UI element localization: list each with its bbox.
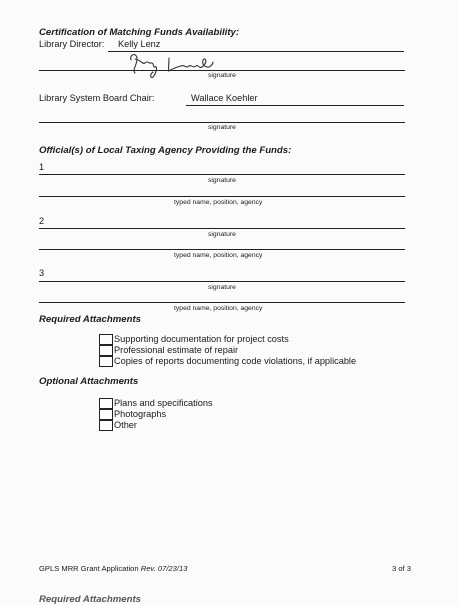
certification-heading: Certification of Matching Funds Availability:: [39, 27, 240, 38]
official-1-number: 1: [39, 162, 45, 172]
required-attachments-heading: Required Attachments: [39, 314, 141, 325]
official-3-typed-line: [39, 302, 405, 303]
required-item-3: Copies of reports documenting code violations, if applicable: [114, 356, 357, 366]
required-checkbox-1[interactable]: [99, 334, 113, 345]
optional-item-1: Plans and specifications: [114, 398, 213, 408]
required-checkbox-3[interactable]: [99, 356, 113, 367]
footer-form-title: GPLS MRR Grant Application: [39, 564, 141, 573]
footer-page-number: 3 of 3: [392, 564, 411, 573]
required-checkbox-2[interactable]: [99, 345, 113, 356]
bleed-through-heading: Required Attachments: [39, 594, 141, 605]
director-name: Kelly Lenz: [118, 39, 161, 49]
director-signature: [125, 50, 217, 80]
official-2-typed-label: typed name, position, agency: [174, 252, 263, 259]
official-2-typed-line: [39, 249, 405, 250]
official-3-signature-line: [39, 281, 405, 282]
board-chair-signature-label: signature: [208, 124, 236, 131]
optional-checkbox-1[interactable]: [99, 398, 113, 409]
required-item-1: Supporting documentation for project costs: [114, 334, 289, 344]
director-label: Library Director:: [39, 39, 105, 49]
board-chair-name: Wallace Koehler: [191, 93, 258, 103]
footer-left: [39, 564, 187, 573]
official-1-signature-label: signature: [208, 177, 236, 184]
official-2-number: 2: [39, 216, 45, 226]
official-3-signature-label: signature: [208, 284, 236, 291]
director-signature-label: signature: [208, 72, 236, 79]
official-2-signature-line: [39, 228, 405, 229]
board-chair-name-line: [186, 105, 404, 106]
optional-checkbox-3[interactable]: [99, 420, 113, 431]
official-3-number: 3: [39, 268, 45, 278]
officials-heading: Official(s) of Local Taxing Agency Providing the Funds:: [39, 145, 292, 156]
optional-attachments-heading: Optional Attachments: [39, 376, 139, 387]
official-1-typed-line: [39, 196, 405, 197]
official-3-typed-label: typed name, position, agency: [174, 305, 263, 312]
board-chair-signature-line: [39, 122, 405, 123]
optional-item-2: Photographs: [114, 409, 167, 419]
optional-item-3: Other: [114, 420, 137, 430]
director-signature-line: [39, 70, 405, 71]
official-1-signature-line: [39, 174, 405, 175]
official-2-signature-label: signature: [208, 231, 236, 238]
optional-checkbox-2[interactable]: [99, 409, 113, 420]
board-chair-label: Library System Board Chair:: [39, 93, 155, 103]
footer-revision: Rev. 07/23/13: [140, 564, 188, 573]
official-1-typed-label: typed name, position, agency: [174, 199, 263, 206]
required-item-2: Professional estimate of repair: [114, 345, 239, 355]
